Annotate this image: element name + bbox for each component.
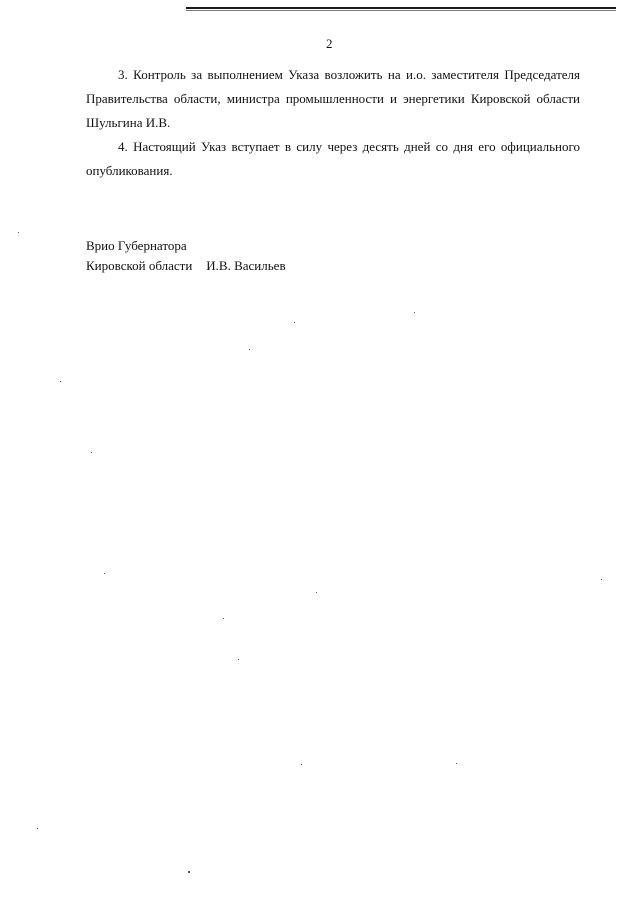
signatory-position-line-2 [86, 256, 286, 276]
scan-speck [249, 349, 250, 350]
scan-speck [294, 322, 295, 323]
signatory-region: Кировской области [86, 258, 193, 273]
paragraph-4: 4. Настоящий Указ вступает в силу через десять дней со дня его официального опубликования. [86, 139, 580, 178]
scan-speck [238, 659, 239, 660]
scan-speck [456, 763, 457, 764]
top-border-line-shadow [186, 10, 616, 11]
scan-speck [60, 381, 61, 382]
scan-speck [414, 312, 415, 313]
page-number: 2 [326, 36, 333, 51]
signatory-position-line-1: Врио Губернатора [86, 238, 187, 253]
scan-speck [91, 452, 92, 453]
signature-block [86, 236, 286, 276]
scan-speck [316, 592, 317, 593]
signatory-name: И.В. Васильев [206, 258, 286, 273]
top-border-line [186, 7, 616, 9]
scan-speck [104, 573, 105, 574]
scan-speck [18, 232, 19, 233]
paragraph-3: 3. Контроль за выполнением Указа возложить на и.о. заместителя Председателя Правительства области, министра промышленности и энергетики Кировской области Шульгина И.В. [86, 67, 580, 130]
scan-speck [301, 764, 302, 765]
scan-speck [37, 828, 38, 829]
scan-speck [223, 618, 224, 619]
scan-speck [188, 871, 190, 873]
scan-speck [601, 579, 602, 580]
